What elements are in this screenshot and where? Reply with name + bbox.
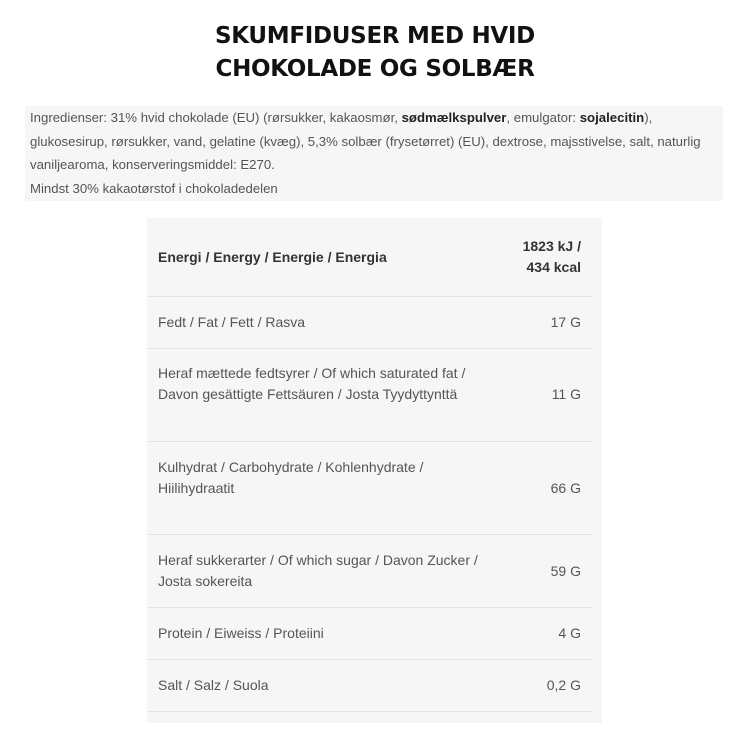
cocoa-note: Mindst 30% kakaotørstof i chokoladedelen: [30, 180, 278, 196]
nutrition-label: Fedt / Fat / Fett / Rasva: [158, 314, 306, 330]
nutrition-table: [147, 218, 602, 723]
nutrition-value: 59 G: [550, 563, 581, 579]
nutrition-value: 4 G: [558, 625, 581, 641]
ingredients-part-3: ), glukosesirup, rørsukker, vand, gelatine (kvæg), 5,3% solbær (frysetørret) (EU), dextrose, majsstivelse, salt, naturlig vaniljearoma, konserveringsmiddel: E270.: [30, 110, 701, 172]
allergen-soy: sojalecitin: [579, 110, 645, 125]
nutrition-row-saturated-fat: [147, 349, 593, 442]
nutrition-value: 0,2 G: [546, 677, 581, 693]
energy-kj: 1823 kJ /: [522, 238, 581, 254]
nutrition-label: Energi / Energy / Energie / Energia: [158, 249, 387, 265]
nutrition-value: 66 G: [550, 480, 581, 496]
nutrition-label: Kulhydrat / Carbohydrate / Kohlenhydrate / Hiilihydraatit: [158, 459, 424, 496]
ingredients-part-2: , emulgator:: [506, 110, 580, 125]
product-title: [0, 20, 750, 86]
nutrition-value: 17 G: [550, 314, 581, 330]
nutrition-label: Heraf sukkerarter / Of which sugar / Davon Zucker / Josta sokereita: [158, 552, 478, 589]
nutrition-label: Heraf mættede fedtsyrer / Of which saturated fat / Davon gesättigte Fettsäuren / Josta Tyydyttynttä: [158, 365, 466, 402]
nutrition-label: Salt / Salz / Suola: [158, 677, 269, 693]
allergen-milk: sødmælkspulver: [401, 110, 507, 125]
nutrition-value: 11 G: [551, 386, 581, 402]
nutrition-row-sugar: [147, 535, 593, 608]
nutrition-label: Protein / Eiweiss / Proteiini: [158, 625, 324, 641]
ingredients-part-1: Ingredienser: 31% hvid chokolade (EU) (rørsukker, kakaosmør,: [30, 110, 402, 125]
title-line-2: CHOKOLADE OG SOLBÆR: [215, 56, 535, 82]
nutrition-row-energy: [147, 218, 593, 297]
nutrition-row-fat: [147, 297, 593, 349]
nutrition-row-carbohydrate: [147, 442, 593, 535]
ingredients-box: [25, 106, 723, 201]
nutrition-row-protein: [147, 608, 593, 660]
nutrition-row-salt: [147, 660, 593, 712]
nutrition-value: [523, 236, 581, 278]
title-line-1: SKUMFIDUSER MED HVID: [215, 23, 535, 49]
energy-kcal: 434 kcal: [526, 259, 581, 275]
ingredients-text: [30, 106, 723, 177]
